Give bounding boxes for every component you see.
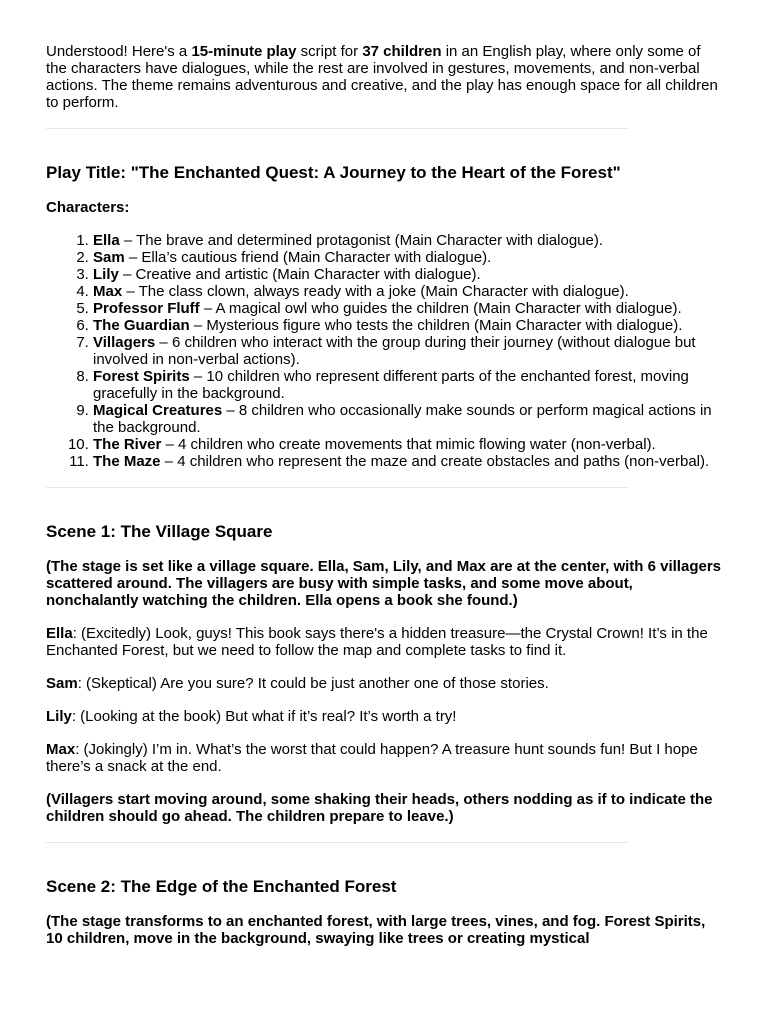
section-divider <box>46 487 628 488</box>
character-item <box>93 453 722 470</box>
characters-list <box>46 232 722 470</box>
dialogue-text: : (Excitedly) Look, guys! This book says there's a hidden treasure—the Crystal Crown! It’s in the Enchanted Forest, but we need to follow the map and complete tasks to find it. <box>46 625 708 659</box>
stage-direction: (Villagers start moving around, some shaking their heads, others nodding as if to indicate the children should go ahead. The children prepare to leave.) <box>46 791 713 825</box>
dialogue-text: : (Skeptical) Are you sure? It could be just another one of those stories. <box>77 675 549 692</box>
dialogue-line <box>46 741 722 775</box>
dialogue-line <box>46 708 722 725</box>
character-item <box>93 368 722 402</box>
characters-heading: Characters: <box>46 199 130 216</box>
character-item <box>93 249 722 266</box>
character-desc: – 4 children who represent the maze and create obstacles and paths (non-verbal). <box>160 453 710 470</box>
character-item <box>93 232 722 249</box>
character-name: Max <box>93 283 123 300</box>
character-name: Lily <box>93 266 119 283</box>
character-desc: – 4 children who create movements that mimic flowing water (non-verbal). <box>161 436 656 453</box>
character-name: Ella <box>93 232 120 249</box>
character-item <box>93 334 722 368</box>
intro-emphasis: 37 children <box>362 43 442 60</box>
speaker-name: Lily <box>46 708 72 725</box>
intro-emphasis: 15-minute play <box>191 43 297 60</box>
character-desc: – The class clown, always ready with a joke (Main Character with dialogue). <box>122 283 629 300</box>
speaker-name: Max <box>46 741 76 758</box>
character-desc: – 6 children who interact with the group during their journey (without dialogue but involved in non-verbal actions). <box>93 334 696 368</box>
scene-title: Scene 1: The Village Square <box>46 522 273 541</box>
intro-text: Understood! Here's a <box>46 43 192 60</box>
character-name: Magical Creatures <box>93 402 223 419</box>
character-name: The River <box>93 436 162 453</box>
character-name: The Guardian <box>93 317 190 334</box>
dialogue-line <box>46 625 722 659</box>
character-desc: – Mysterious figure who tests the children (Main Character with dialogue). <box>189 317 683 334</box>
play-title: Play Title: "The Enchanted Quest: A Journey to the Heart of the Forest" <box>46 163 621 182</box>
character-item <box>93 436 722 453</box>
dialogue-text: : (Jokingly) I’m in. What’s the worst that could happen? A treasure hunt sounds fun! But I hope there’s a snack at the end. <box>46 741 698 775</box>
dialogue-line <box>46 675 722 692</box>
intro-text: script for <box>296 43 363 60</box>
character-desc: – The brave and determined protagonist (Main Character with dialogue). <box>119 232 604 249</box>
section-divider <box>46 842 628 843</box>
character-item <box>93 317 722 334</box>
character-item <box>93 283 722 300</box>
character-name: Forest Spirits <box>93 368 190 385</box>
scene-title: Scene 2: The Edge of the Enchanted Forest <box>46 877 397 896</box>
character-item <box>93 402 722 436</box>
speaker-name: Ella <box>46 625 73 642</box>
speaker-name: Sam <box>46 675 78 692</box>
stage-direction: (The stage is set like a village square. Ella, Sam, Lily, and Max are at the center, with 6 villagers scattered around. The villagers are busy with simple tasks, and some move about, nonchalantly watching the children. Ella opens a book she found.) <box>46 558 721 609</box>
character-desc: – Creative and artistic (Main Character with dialogue). <box>118 266 481 283</box>
section-divider <box>46 128 628 129</box>
character-item <box>93 300 722 317</box>
character-name: Villagers <box>93 334 156 351</box>
character-desc: – 8 children who occasionally make sounds or perform magical actions in the background. <box>93 402 712 436</box>
character-name: Sam <box>93 249 125 266</box>
intro-paragraph <box>46 43 722 111</box>
character-desc: – Ella’s cautious friend (Main Character with dialogue). <box>124 249 492 266</box>
dialogue-text: : (Looking at the book) But what if it’s real? It’s worth a try! <box>71 708 457 725</box>
character-desc: – A magical owl who guides the children (Main Character with dialogue). <box>199 300 682 317</box>
intro-text: in an English play, where only some of the characters have dialogues, while the rest are involved in gestures, movements, and non-verbal actions. The theme remains adventurous and creative, and the play has enough space for all children to perform. <box>46 43 718 111</box>
character-name: Professor Fluff <box>93 300 200 317</box>
character-item <box>93 266 722 283</box>
character-name: The Maze <box>93 453 161 470</box>
stage-direction: (The stage transforms to an enchanted forest, with large trees, vines, and fog. Forest Spirits, 10 children, move in the background, swaying like trees or creating mystical <box>46 913 706 947</box>
character-desc: – 10 children who represent different parts of the enchanted forest, moving gracefully in the background. <box>93 368 689 402</box>
